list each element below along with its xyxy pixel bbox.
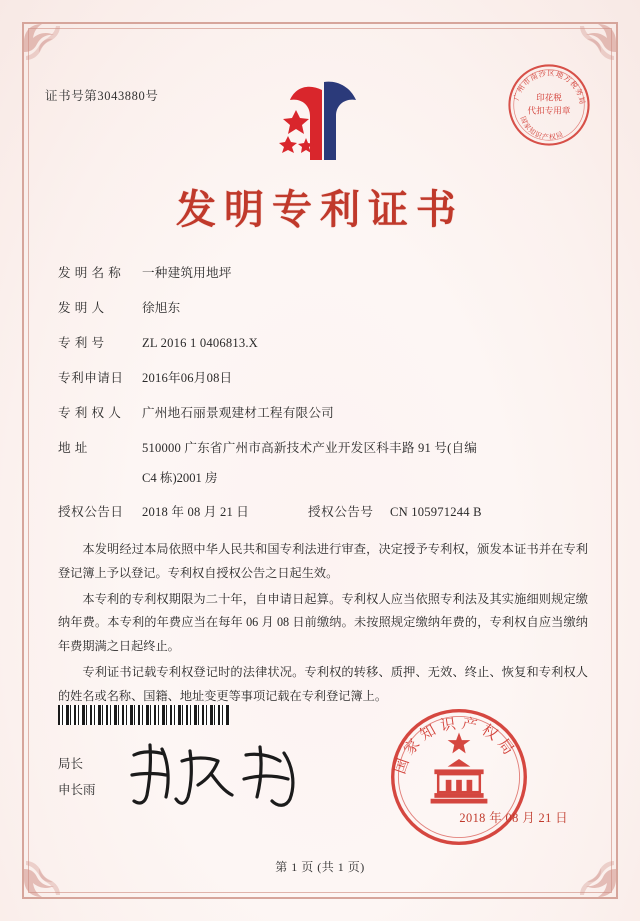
certificate-number: 证书号第3043880号 bbox=[45, 89, 159, 103]
page-title: 发明专利证书 bbox=[176, 187, 464, 232]
field-label-grant-number: 授权公告号 bbox=[308, 505, 374, 520]
cnipa-official-round-seal-icon bbox=[388, 706, 530, 848]
field-label: 地 址 bbox=[58, 440, 88, 455]
corner-ornament-icon bbox=[22, 22, 76, 76]
field-value: 2016年06月08日 bbox=[142, 370, 233, 385]
tax-stamp-seal-icon bbox=[506, 62, 592, 148]
signature-block bbox=[58, 752, 96, 803]
director-title-label: 局长 bbox=[58, 757, 84, 771]
field-row-patentee bbox=[58, 402, 588, 426]
director-name: 申长雨 bbox=[58, 782, 96, 797]
field-value-grant-date: 2018 年 08 月 21 日 bbox=[142, 505, 250, 520]
field-value: 510000 广东省广州市高新技术产业开发区科丰路 91 号(自编 bbox=[142, 440, 478, 455]
field-value: ZL 2016 1 0406813.X bbox=[142, 335, 258, 350]
handwritten-signature-icon bbox=[120, 735, 320, 815]
barcode bbox=[58, 705, 230, 725]
field-row-patent-number bbox=[58, 332, 588, 356]
field-value-address-line2: C4 栋)2001 房 bbox=[142, 470, 218, 485]
body-paragraph-2: 本专利的专利权期限为二十年，自申请日起算。专利权人应当依照专利法及其实施细则规定缴纳年费。本专利的年费应当在每年 06 月 08 日前缴纳。未按照规定缴纳年费的，专利权自应当缴纳年费期满之日起终止。 bbox=[58, 591, 588, 654]
field-value: 广州地石丽景观建材工程有限公司 bbox=[142, 405, 334, 420]
patent-field-list bbox=[58, 262, 588, 536]
field-label: 专 利 权 人 bbox=[58, 405, 122, 420]
field-label: 发 明 人 bbox=[58, 300, 105, 315]
field-label: 发 明 名 称 bbox=[58, 266, 122, 280]
field-label-grant-date: 授权公告日 bbox=[58, 505, 124, 520]
svg-text:广州市南沙区地方税务局: 广州市南沙区地方税务局 bbox=[511, 68, 588, 106]
field-row-invention-name bbox=[58, 262, 588, 286]
field-row-inventor bbox=[58, 297, 588, 321]
body-paragraph-3: 专利证书记载专利权登记时的法律状况。专利权的转移、质押、无效、终止、恢复和专利权人的姓名或名称、国籍、地址变更等事项记载在专利登记簿上。 bbox=[58, 664, 588, 703]
field-value-grant-number: CN 105971244 B bbox=[390, 505, 482, 520]
field-label: 专利申请日 bbox=[58, 370, 124, 385]
body-paragraph-1: 本发明经过本局依照中华人民共和国专利法进行审查，决定授予专利权，颁发本证书并在专利登记簿上予以登记。专利权自授权公告之日起生效。 bbox=[58, 542, 588, 580]
field-row-address bbox=[58, 437, 588, 461]
field-value: 一种建筑用地坪 bbox=[142, 266, 232, 280]
svg-text:国家知识产权局: 国家知识产权局 bbox=[518, 115, 565, 142]
svg-text:代扣专用章: 代扣专用章 bbox=[527, 105, 571, 116]
field-label: 专 利 号 bbox=[58, 335, 105, 350]
svg-text:国家知识产权局: 国家知识产权局 bbox=[392, 715, 519, 777]
certificate-body-text bbox=[58, 538, 588, 710]
seal-date: 2018 年 08 月 21 日 bbox=[459, 811, 568, 825]
svg-text:印花税: 印花税 bbox=[536, 92, 562, 103]
field-row-application-date bbox=[58, 367, 588, 391]
field-value: 徐旭东 bbox=[142, 300, 181, 315]
field-row-grant-announcement bbox=[58, 501, 588, 525]
page-footer: 第 1 页 (共 1 页) bbox=[275, 860, 365, 874]
